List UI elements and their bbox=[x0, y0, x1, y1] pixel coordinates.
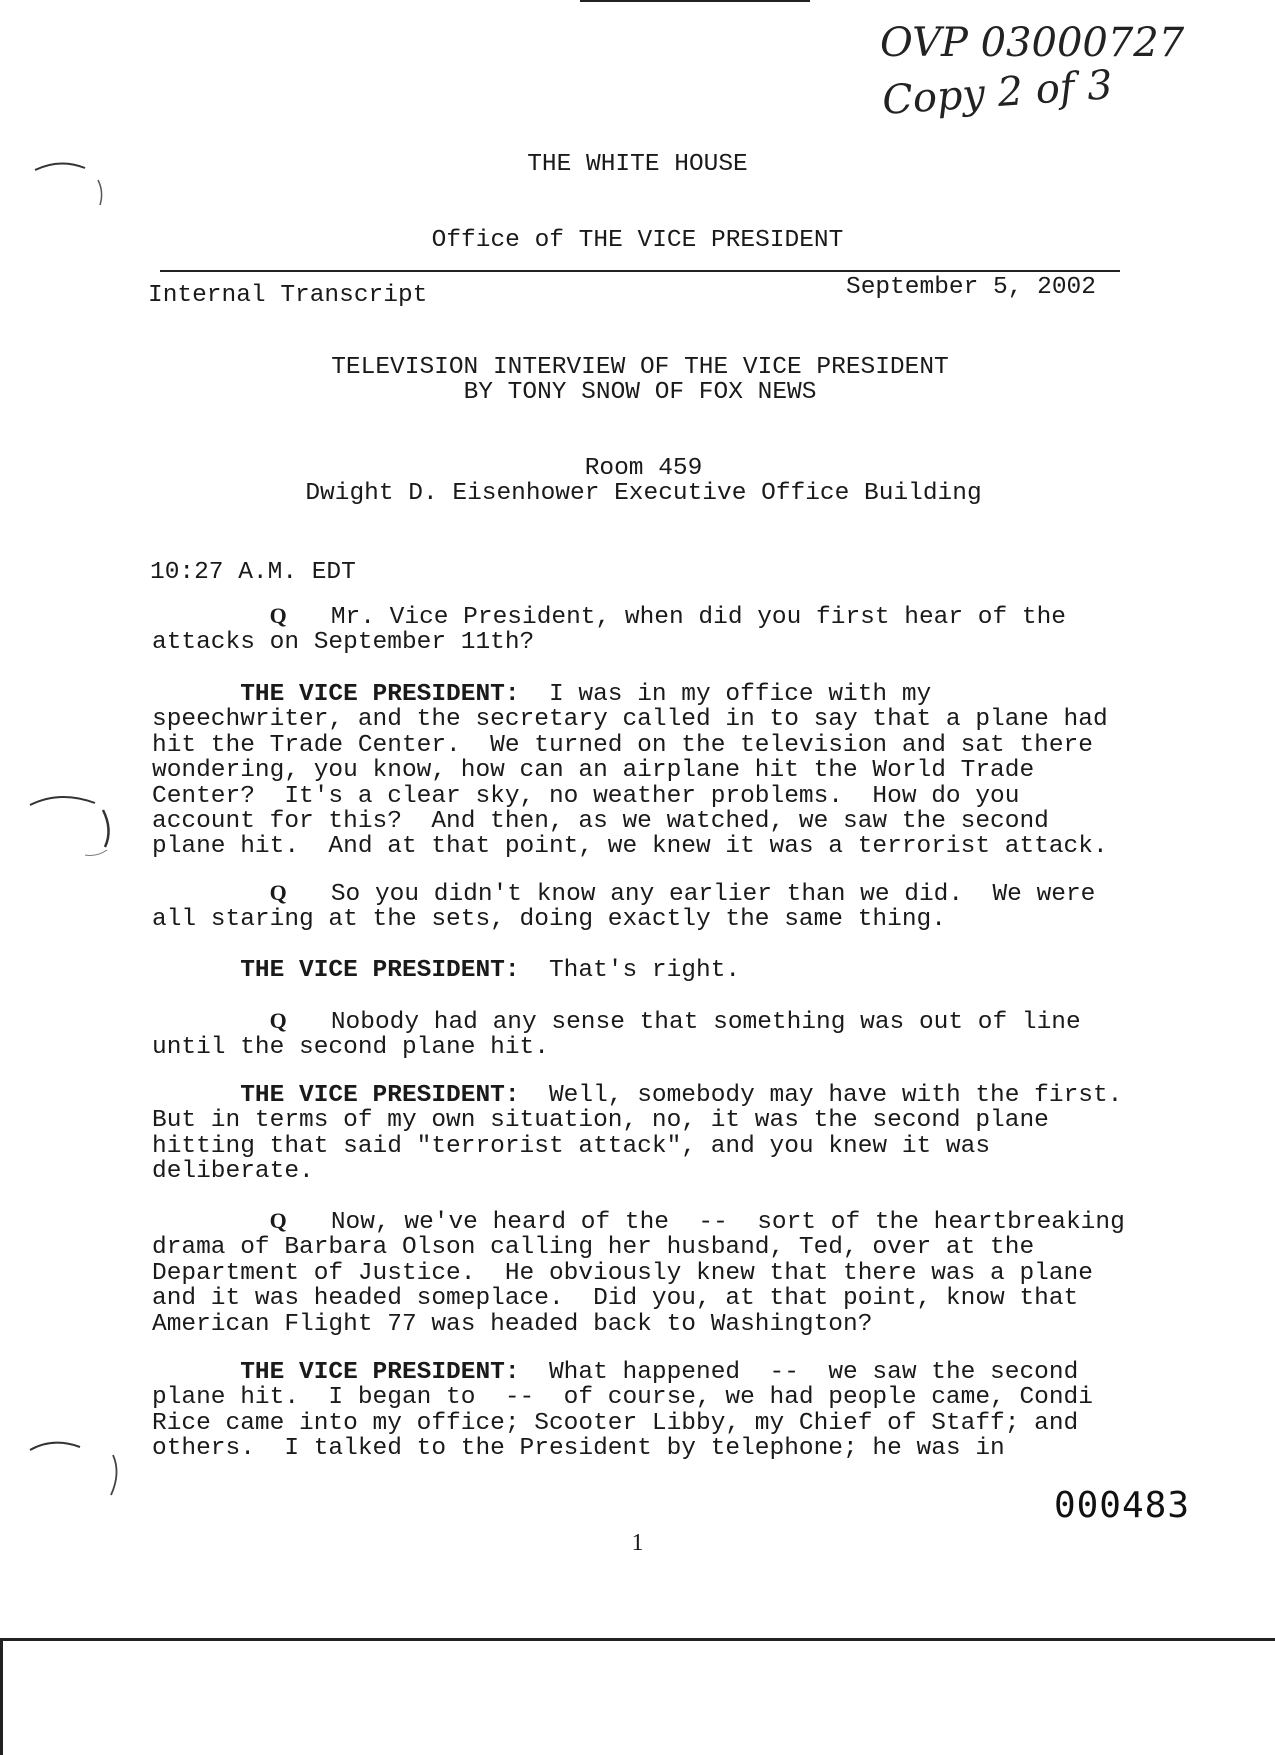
margin-bracket-mark bbox=[25, 785, 125, 865]
header-divider bbox=[160, 270, 1120, 272]
room-number: Room 459 bbox=[584, 455, 703, 482]
time-stamp: 10:27 A.M. EDT bbox=[150, 559, 356, 586]
answer-paragraph: THE VICE PRESIDENT: Well, somebody may have with the first. But in terms of my own situation, no, it was the second plane hitting that said "terrorist attack", and you knew it was deliberate. bbox=[152, 1082, 1123, 1186]
vp-label: THE VICE PRESIDENT: bbox=[240, 1359, 520, 1386]
question-paragraph: Q So you didn't know any earlier than we did. We were all staring at the sets, doing exactly the same thing. bbox=[152, 880, 1096, 934]
margin-bracket-mark bbox=[25, 1425, 125, 1505]
vp-label: THE VICE PRESIDENT: bbox=[240, 681, 520, 708]
question-paragraph: Q Mr. Vice President, when did you first hear of the attacks on September 11th? bbox=[152, 603, 1066, 657]
footer-border-line bbox=[0, 1638, 1275, 1641]
vp-label: THE VICE PRESIDENT: bbox=[240, 957, 520, 984]
answer-paragraph: THE VICE PRESIDENT: What happened -- we saw the second plane hit. I began to -- of course, we had people came, Condi Rice came into my office; Scooter Libby, my Chief of Staff; and others. I talked to the President by telephone; he was in bbox=[152, 1359, 1093, 1463]
answer-paragraph: THE VICE PRESIDENT: That's right. bbox=[240, 957, 741, 984]
doc-type: Internal Transcript bbox=[148, 282, 428, 309]
office-heading: Office of THE VICE PRESIDENT bbox=[431, 227, 844, 254]
answer-paragraph: THE VICE PRESIDENT: I was in my office with my speechwriter, and the secretary called in to say that a plane had hit the Trade Center. We turned on the television and sat there wondering, you know, how can an airplane hit the World Trade Center? It's a clear sky, no weather problems. How do you account for this? And then, as we watched, we saw the second plane hit. And at that point, we knew it was a terrorist attack. bbox=[152, 681, 1108, 861]
org-heading: THE WHITE HOUSE bbox=[527, 151, 748, 178]
q-label: Q bbox=[269, 603, 287, 628]
q-label: Q bbox=[269, 880, 287, 905]
interview-title-line1: TELEVISION INTERVIEW OF THE VICE PRESIDENT bbox=[331, 354, 949, 381]
vp-label: THE VICE PRESIDENT: bbox=[240, 1082, 520, 1109]
doc-date: September 5, 2002 bbox=[846, 274, 1096, 301]
q-label: Q bbox=[269, 1208, 287, 1233]
q-label: Q bbox=[269, 1008, 287, 1033]
handwritten-copy-note: Copy 2 of 3 bbox=[880, 62, 1115, 124]
page-number: 1 bbox=[631, 1530, 644, 1556]
bates-number: 000483 bbox=[1053, 1485, 1190, 1526]
building-name: Dwight D. Eisenhower Executive Office Building bbox=[305, 480, 982, 507]
question-paragraph: Q Nobody had any sense that something was out of line until the second plane hit. bbox=[152, 1008, 1081, 1062]
interview-title-line2: BY TONY SNOW OF FOX NEWS bbox=[463, 379, 817, 406]
footer-left-border bbox=[0, 1638, 3, 1755]
question-paragraph: Q Now, we've heard of the -- sort of the heartbreaking drama of Barbara Olson calling her husband, Ted, over at the Department of Justice. He obviously knew that there was a plane and it was headed someplace. Did you, at that point, know that American Flight 77 was headed back to Washington? bbox=[152, 1208, 1125, 1338]
top-edge-line bbox=[580, 0, 810, 2]
handwritten-document-id: OVP 03000727 bbox=[880, 20, 1185, 66]
